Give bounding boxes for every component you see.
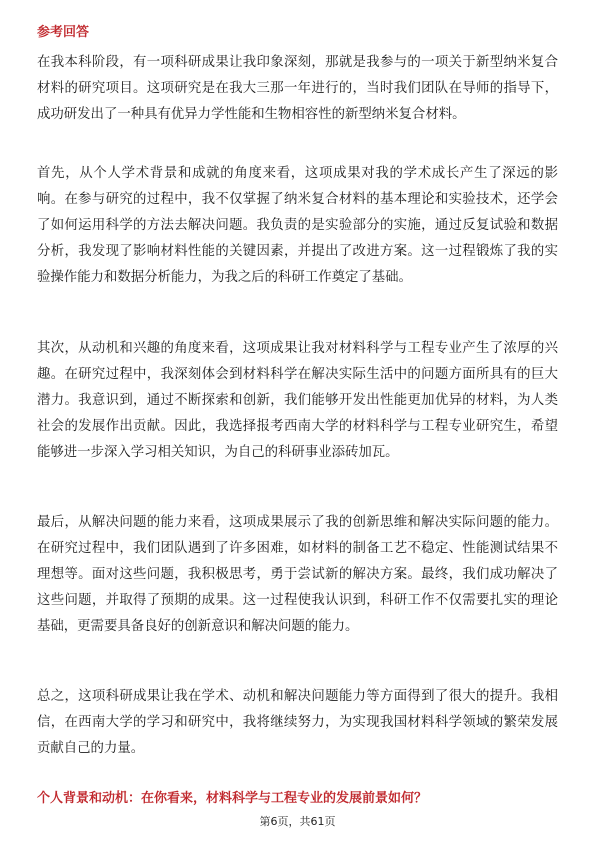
answer-paragraph-conclusion: 总之，这项科研成果让我在学术、动机和解决问题能力等方面得到了很大的提升。我相信，在西南大学的学习和研究中，我将继续努力，为实现我国材料科学领域的繁荣发展贡献自己的力量。 (37, 689, 558, 756)
section-heading: 参考回答 (37, 25, 90, 40)
answer-paragraph-third: 最后，从解决问题的能力来看，这项成果展示了我的创新思维和解决实际问题的能力。在研究过程中，我们团队遇到了许多困难，如材料的制备工艺不稳定、性能测试结果不理想等。面对这些问题，我积极思考，勇于尝试新的解决方案。最终，我们成功解决了这些问题，并取得了预期的成果。这一过程使我认识到，科研工作不仅需要扎实的理论基础，更需要具备良好的创新意识和解决问题的能力。 (37, 515, 558, 634)
page-number: 第6页，共61页 (259, 815, 336, 828)
next-question-heading: 个人背景和动机：在你看来，材料科学与工程专业的发展前景如何？ (37, 791, 428, 806)
answer-paragraph-second: 其次，从动机和兴趣的角度来看，这项成果让我对材料科学与工程专业产生了浓厚的兴趣。在研究过程中，我深刻体会到材料科学在解决实际生活中的问题方面所具有的巨大潜力。我意识到，通过不断探索和创新，我们能够开发出性能更加优异的材料，为人类社会的发展作出贡献。因此，我选择报考西南大学的材料科学与工程专业研究生，希望能够进一步深入学习相关知识，为自己的科研事业添砖加瓦。 (37, 341, 558, 460)
answer-paragraph-first: 首先，从个人学术背景和成就的角度来看，这项成果对我的学术成长产生了深远的影响。在参与研究的过程中，我不仅掌握了纳米复合材料的基本理论和实验技术，还学会了如何运用科学的方法去解决问题。我负责的是实验部分的实施，通过反复试验和数据分析，我发现了影响材料性能的关键因素，并提出了改进方案。这一过程锻炼了我的实验操作能力和数据分析能力，为我之后的科研工作奠定了基础。 (37, 166, 558, 285)
answer-paragraph-intro: 在我本科阶段，有一项科研成果让我印象深刻，那就是我参与的一项关于新型纳米复合材料的研究项目。这项研究是在我大三那一年进行的，当时我们团队在导师的指导下，成功研发出了一种具有优异力学性能和生物相容性的新型纳米复合材料。 (37, 55, 558, 122)
